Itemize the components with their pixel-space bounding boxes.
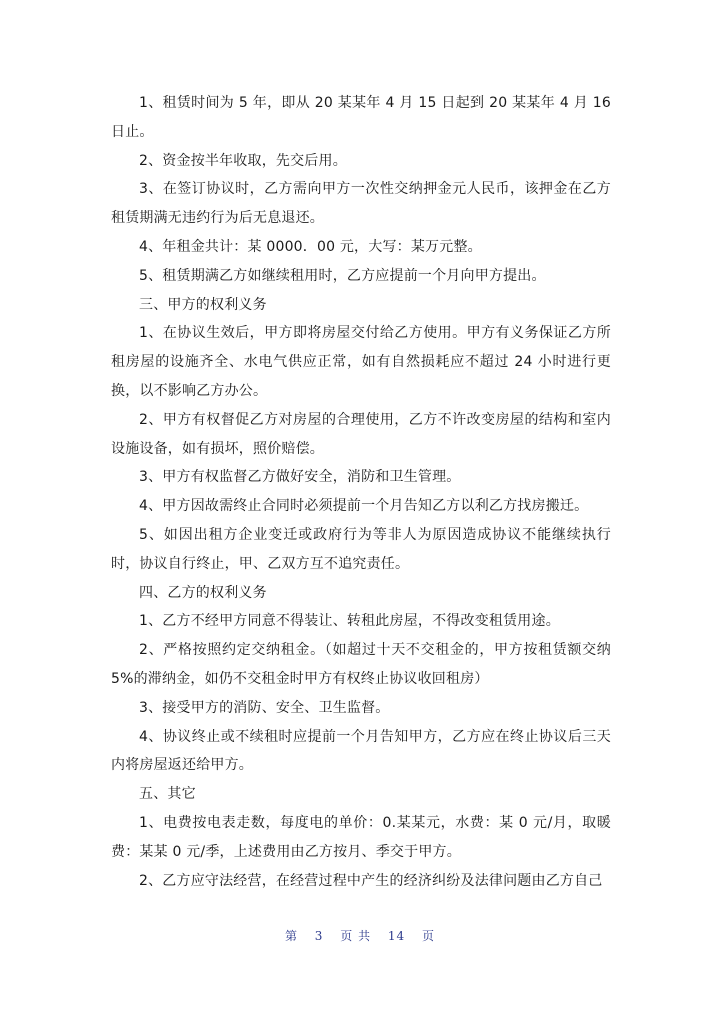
clause-paragraph: 4、协议终止或不续租时应提前一个月告知甲方，乙方应在终止协议后三天内将房屋返还给甲方。 xyxy=(111,728,611,774)
clause-paragraph: 2、甲方有权督促乙方对房屋的合理使用，乙方不许改变房屋的结构和室内设施设备，如有损坏，照价赔偿。 xyxy=(111,411,611,457)
section-heading: 四、乙方的权利义务 xyxy=(139,584,267,601)
clause-paragraph: 3、接受甲方的消防、安全、卫生监督。 xyxy=(139,699,390,716)
clause-paragraph: 4、甲方因故需终止合同时必须提前一个月告知乙方以利乙方找房搬迁。 xyxy=(139,498,589,515)
section-heading: 三、甲方的权利义务 xyxy=(139,296,267,313)
section-heading: 五、其它 xyxy=(139,786,196,803)
clause-paragraph: 1、在协议生效后，甲方即将房屋交付给乙方使用。甲方有义务保证乙方所租房屋的设施齐全、水电气供应正常，如有自然损耗应不超过 24 小时进行更换，以不影响乙方办公。 xyxy=(111,325,611,399)
clause-paragraph: 3、甲方有权监督乙方做好安全，消防和卫生管理。 xyxy=(139,469,461,486)
footer-middle: 页 共 xyxy=(340,929,372,943)
clause-paragraph: 1、乙方不经甲方同意不得装让、转租此房屋，不得改变租赁用途。 xyxy=(139,613,560,630)
clause-paragraph: 1、电费按电表走数，每度电的单价：0.某某元，水费：某 0 元/月，取暖费：某某 0 元/季，上述费用由乙方按月、季交于甲方。 xyxy=(111,814,611,860)
clause-paragraph: 5、如因出租方企业变迁或政府行为等非人为原因造成协议不能继续执行时，协议自行终止，甲、乙双方互不追究责任。 xyxy=(111,526,611,572)
clause-paragraph: 2、资金按半年收取，先交后用。 xyxy=(139,152,347,169)
footer-prefix: 第 xyxy=(284,929,298,943)
clause-paragraph: 3、在签订协议时，乙方需向甲方一次性交纳押金元人民币，该押金在乙方租赁期满无违约行为后无息退还。 xyxy=(111,181,611,227)
footer-suffix: 页 xyxy=(422,929,436,943)
page-number-footer xyxy=(0,927,720,944)
clause-paragraph: 5、租赁期满乙方如继续租用时，乙方应提前一个月向甲方提出。 xyxy=(139,267,546,284)
total-page-count: 14 xyxy=(387,929,406,943)
document-body xyxy=(111,89,611,895)
clause-paragraph: 2、乙方应守法经营，在经营过程中产生的经济纠纷及法律问题由乙方自己 xyxy=(139,872,603,889)
clause-paragraph: 2、严格按照约定交纳租金。（如超过十天不交租金的，甲方按租赁额交纳 5%的滞纳金，如仍不交租金时甲方有权终止协议收回租房） xyxy=(111,642,611,687)
current-page-number: 3 xyxy=(314,929,324,943)
clause-paragraph: 4、年租金共计：某 0000．00 元，大写：某万元整。 xyxy=(139,238,482,255)
clause-paragraph: 1、租赁时间为 5 年，即从 20 某某年 4 月 15 日起到 20 某某年 4 月 16 日止。 xyxy=(111,95,611,140)
